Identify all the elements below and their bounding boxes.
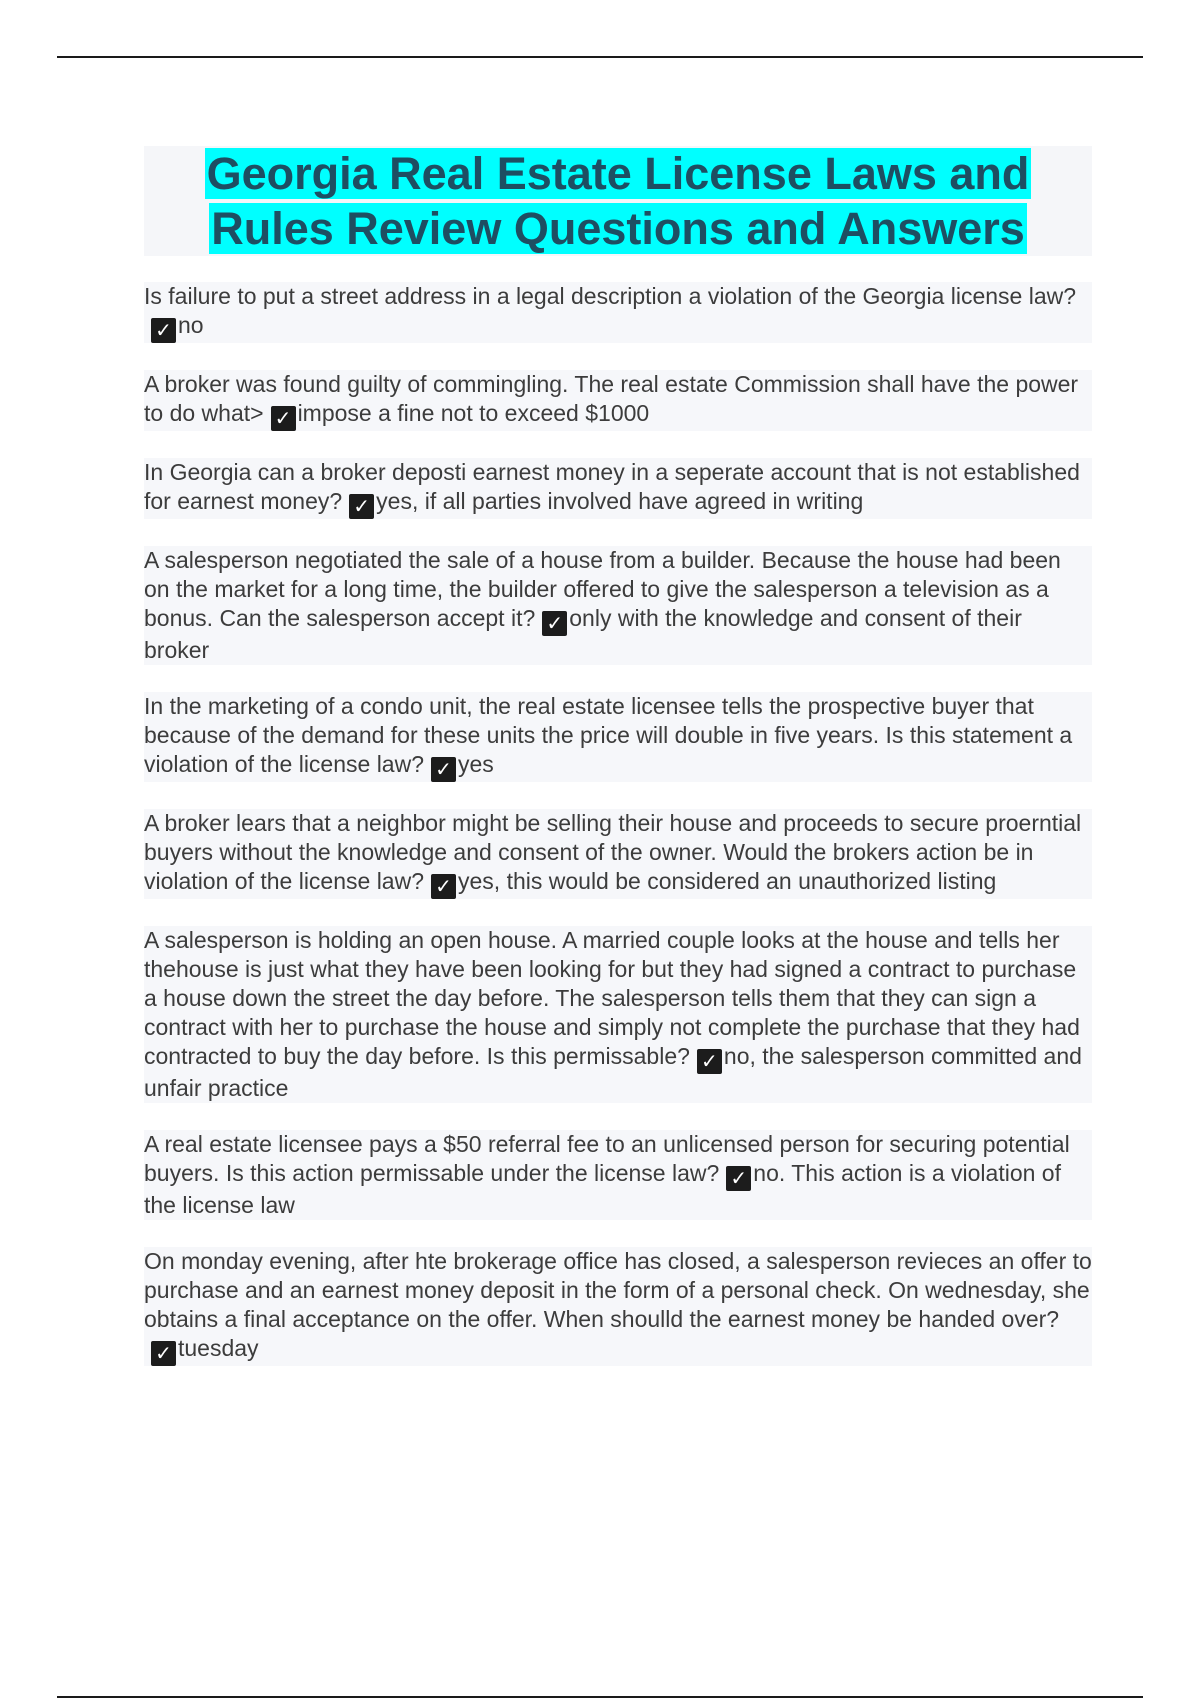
checkmark-icon: ✓ bbox=[726, 1166, 751, 1191]
title-block bbox=[144, 146, 1092, 256]
question-text: A real estate licensee pays a $50 referral fee to an unlicensed person for securing potential buyers. Is this action permissable under the license law? bbox=[144, 1131, 1070, 1186]
answer-text: only with the knowledge and consent of their broker bbox=[144, 605, 1022, 663]
question-text: A salesperson is holding an open house. A married couple looks at the house and tells her thehouse is just what they have been looking for but they had signed a contract to purchase a house down the street the day before. The salesperson tells them that they can sign a contract with her to purchase the house and simply not complete the purchase that they had contracted to buy the day before. Is this permissable? bbox=[144, 927, 1080, 1069]
answer-text: impose a fine not to exceed $1000 bbox=[297, 400, 650, 426]
question-text: On monday evening, after hte brokerage office has closed, a salesperson revieces an offer to purchase and an earnest money deposit in the form of a personal check. On wednesday, she obtains a final acceptance on the offer. When shoulld the earnest money be handed over? bbox=[144, 1248, 1092, 1332]
checkmark-icon: ✓ bbox=[697, 1049, 722, 1074]
qa-item bbox=[144, 458, 1092, 519]
title-line-1: Georgia Real Estate License Laws and bbox=[206, 148, 1030, 199]
qa-item bbox=[144, 282, 1092, 343]
answer-text: yes, if all parties involved have agreed in writing bbox=[376, 488, 864, 514]
qa-item bbox=[144, 692, 1092, 782]
checkmark-icon: ✓ bbox=[431, 757, 456, 782]
answer-text: yes bbox=[458, 751, 494, 777]
answer-text: no. This action is a violation of the license law bbox=[144, 1160, 1061, 1218]
qa-item bbox=[144, 1130, 1092, 1220]
qa-item bbox=[144, 370, 1092, 431]
answer-text: no, the salesperson committed and unfair practice bbox=[144, 1043, 1082, 1101]
checkmark-icon: ✓ bbox=[151, 1341, 176, 1366]
qa-item bbox=[144, 546, 1092, 665]
top-rule bbox=[57, 56, 1143, 58]
qa-item bbox=[144, 926, 1092, 1103]
answer-text: no bbox=[178, 312, 204, 338]
checkmark-icon: ✓ bbox=[542, 611, 567, 636]
checkmark-icon: ✓ bbox=[271, 406, 296, 431]
checkmark-icon: ✓ bbox=[349, 494, 374, 519]
question-text: In Georgia can a broker deposti earnest money in a seperate account that is not established for earnest money? bbox=[144, 459, 1080, 514]
question-text: In the marketing of a condo unit, the real estate licensee tells the prospective buyer that because of the demand for these units the price will double in five years. Is this statement a violation of the license law? bbox=[144, 693, 1073, 777]
checkmark-icon: ✓ bbox=[431, 874, 456, 899]
title-line-2: Rules Review Questions and Answers bbox=[211, 203, 1025, 254]
qa-item bbox=[144, 1247, 1092, 1366]
checkmark-icon: ✓ bbox=[151, 318, 176, 343]
question-text: A broker lears that a neighbor might be selling their house and proceeds to secure proerntial buyers without the knowledge and consent of the owner. Would the brokers action be in violation of the license law? bbox=[144, 810, 1082, 894]
answer-text: yes, this would be considered an unauthorized listing bbox=[458, 868, 997, 894]
bottom-rule bbox=[57, 1696, 1143, 1698]
qa-list bbox=[144, 282, 1092, 1393]
question-text: A broker was found guilty of commingling. The real estate Commission shall have the power to do what> bbox=[144, 371, 1079, 426]
question-text: A salesperson negotiated the sale of a house from a builder. Because the house had been on the market for a long time, the builder offered to give the salesperson a television as a bonus. Can the salesperson accept it? bbox=[144, 547, 1061, 631]
answer-text: tuesday bbox=[178, 1335, 259, 1361]
question-text: Is failure to put a street address in a legal description a violation of the Georgia license law? bbox=[144, 283, 1077, 309]
document-title bbox=[144, 146, 1092, 256]
qa-item bbox=[144, 809, 1092, 899]
